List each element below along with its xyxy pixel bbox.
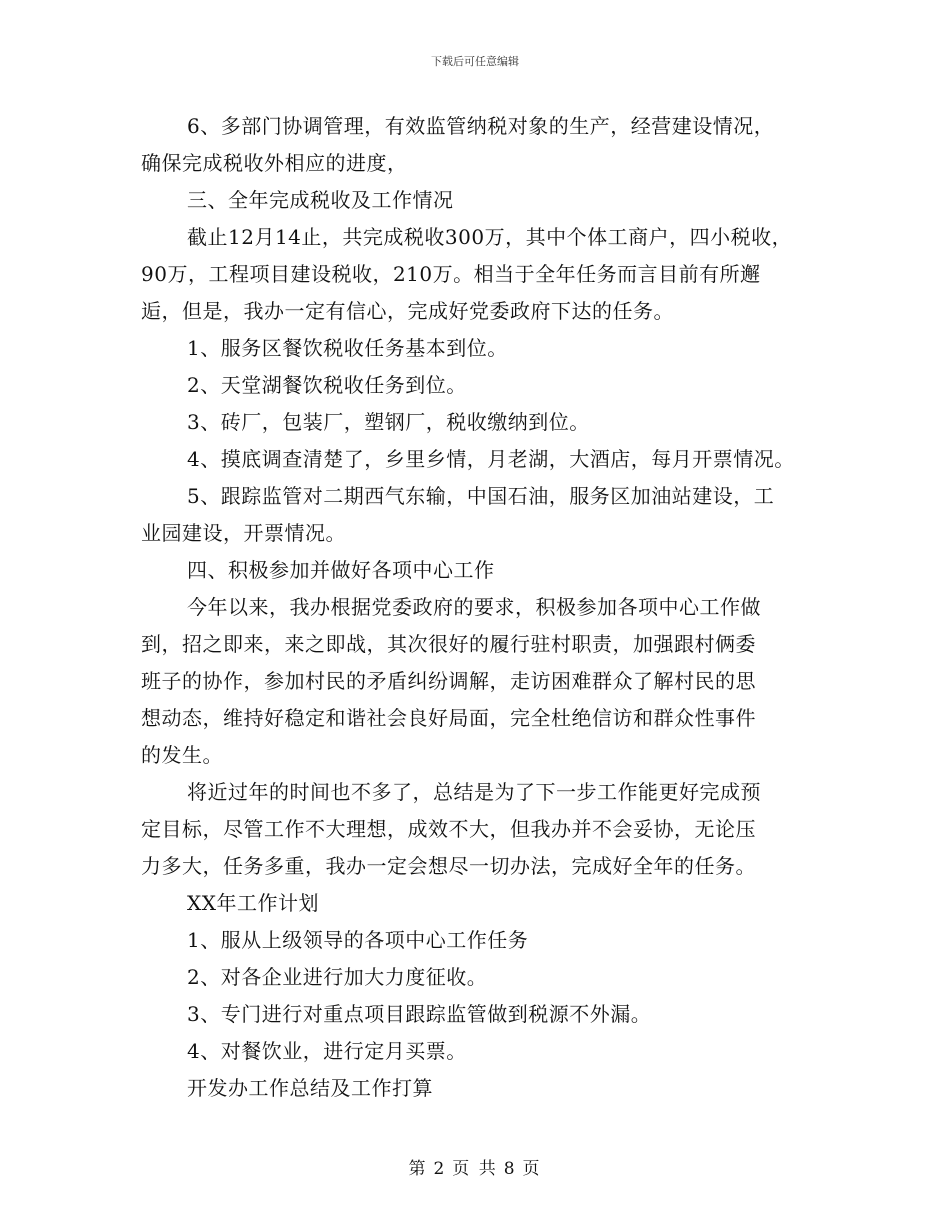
paragraph-line: 业园建设，开票情况。 <box>141 521 346 545</box>
paragraph-line: 确保完成税收外相应的进度， <box>141 151 408 175</box>
header-note: 下载后可任意编辑 <box>431 55 519 68</box>
list-item: 2、天堂湖餐饮税收任务到位。 <box>187 373 467 397</box>
paragraph-line: 今年以来，我办根据党委政府的要求，积极参加各项中心工作做 <box>187 595 761 619</box>
section-heading: 四、积极参加并做好各项中心工作 <box>187 558 495 582</box>
paragraph-line: 截止12月14止，共完成税收300万，其中个体工商户，四小税收， <box>187 225 793 249</box>
list-item: 2、对各企业进行加大力度征收。 <box>187 965 488 989</box>
page-number-middle: 页 共 <box>452 1159 498 1179</box>
section-heading: 开发办工作总结及工作打算 <box>187 1076 433 1100</box>
list-item: 4、摸底调查清楚了，乡里乡情，月老湖，大酒店，每月开票情况。 <box>187 447 795 471</box>
paragraph-line: 逅，但是，我办一定有信心，完成好党委政府下达的任务。 <box>141 299 674 323</box>
section-heading: XX年工作计划 <box>187 891 319 915</box>
list-item: 3、专门进行对重点项目跟踪监管做到税源不外漏。 <box>187 1002 652 1026</box>
paragraph-line: 班子的协作，参加村民的矛盾纠纷调解，走访困难群众了解村民的思 <box>141 669 756 693</box>
list-item: 3、砖厂，包装厂，塑钢厂，税收缴纳到位。 <box>187 410 590 434</box>
paragraph-line: 90万，工程项目建设税收，210万。相当于全年任务而言目前有所邂 <box>141 262 761 286</box>
page-number-current: 2 <box>433 1159 447 1179</box>
page-number-total: 8 <box>503 1159 517 1179</box>
page-number-suffix: 页 <box>522 1159 542 1179</box>
paragraph-line: 到，招之即来，来之即战，其次很好的履行驻村职责，加强跟村俩委 <box>141 632 756 656</box>
paragraph-line: 的发生。 <box>141 743 223 767</box>
paragraph-line: 6、多部门协调管理，有效监管纳税对象的生产，经营建设情况， <box>187 114 775 138</box>
list-item: 5、跟踪监管对二期西气东输，中国石油，服务区加油站建设，工 <box>187 484 775 508</box>
body-text <box>141 108 831 1107</box>
paragraph-line: 将近过年的时间也不多了，总结是为了下一步工作能更好完成预 <box>187 780 761 804</box>
list-item: 1、服从上级领导的各项中心工作任务 <box>187 928 529 952</box>
list-item: 4、对餐饮业，进行定月买票。 <box>187 1039 467 1063</box>
paragraph-line: 定目标，尽管工作不大理想，成效不大，但我办并不会妥协，无论压 <box>141 817 756 841</box>
paragraph-line: 想动态，维持好稳定和谐社会良好局面，完全杜绝信访和群众性事件 <box>141 706 756 730</box>
section-heading: 三、全年完成税收及工作情况 <box>187 188 454 212</box>
list-item: 1、服务区餐饮税收任务基本到位。 <box>187 336 508 360</box>
page-number <box>0 1154 950 1179</box>
paragraph-line: 力多大，任务多重，我办一定会想尽一切办法，完成好全年的任务。 <box>141 854 756 878</box>
page-number-prefix: 第 <box>408 1159 428 1179</box>
